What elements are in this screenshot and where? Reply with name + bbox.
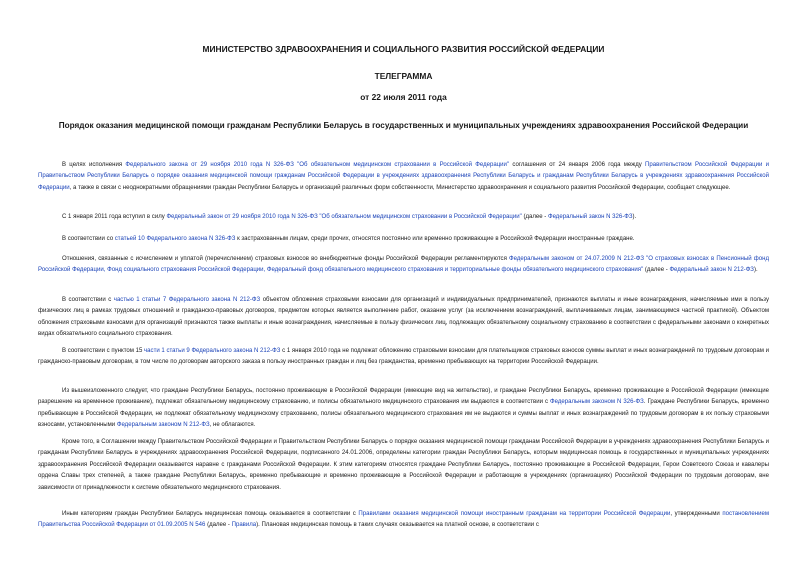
paragraph-text: , утвержденными (670, 511, 723, 517)
document-title: Порядок оказания медицинской помощи гражданам Республики Беларусь в государственных и муниципальных учреждениях здравоохранения Российской Федерации (58, 121, 749, 130)
paragraph-text: Отношения, связанные с исчислением и уплатой (перечислением) страховых взносов во внебюджетные фонды Российской Федерации регламентируются (62, 256, 510, 262)
paragraph-exemption (38, 346, 769, 369)
document-date: от 22 июля 2011 года (360, 92, 447, 102)
paragraph-text: Иным категориям граждан Республики Беларусь медицинская помощь оказывается в соответствии с (62, 511, 359, 517)
paragraph-text: к застрахованным лицам, среди прочих, относятся постоянно или временно проживающие в Российской Федерации иностранные граждане. (235, 236, 635, 242)
paragraph-contributions (38, 254, 769, 277)
law-reference-link[interactable]: Федеральным законом N 326-ФЗ (550, 399, 644, 406)
paragraph-text: объектом обложения страховыми взносами для организаций и индивидуальных предпринимателей, признаются выплаты и иные вознаграждения, начисляемые ими в пользу физических лиц в рамках трудовых отношений и гражданско-правовых договоров, предметом которых является выполнение работ, оказание услуг (за исключением вознаграждений, выплачиваемых лицам, занимающимся частной практикой). Объектом обложения страховыми взносами для организаций признаются также выплаты и иные вознаграждения, начисляемые в пользу физических лиц, подлежащих обязательному социальному страхованию в соответствии с федеральными законами о конкретных видах обязательного социального страхования. (38, 297, 769, 338)
paragraph-text: с 1 января 2010 года не подлежат обложению страховыми взносами для плательщиков страховых взносов суммы выплат и иных вознаграждений по трудовым договорам и гражданско-правовым договорам, в том числе по договорам авторского заказа в пользу иностранных граждан и лиц без гражданства, временно пребывающих на территории Российской Федерации. (38, 348, 769, 366)
paragraph-text: соглашения от 24 января 2006 года между (509, 162, 646, 168)
law-reference-link[interactable]: Федеральный закон от 29 ноября 2010 года N 326-ФЗ "Об обязательном медицинском страховании в Российской Федерации" (166, 214, 522, 220)
paragraph-purpose (38, 160, 769, 194)
paragraph-text: Из вышеизложенного следует, что граждане Республики Беларусь, постоянно проживающие в Российской Федерации (имеющие вид на жительство), и граждане Республики Беларусь, временно проживающие в Российской Федерации (имеющие разрешение на временное проживание), подлежат обязательному медицинскому страхованию, и полисы обязательного медицинского страхования им выдаются в соответствии с (38, 388, 769, 406)
paragraph-text: ). Плановая медицинская помощь в таких случаях оказывается на платной основе, в соответствии с (256, 522, 539, 529)
paragraph-text: ). (632, 214, 637, 220)
paragraph-text: , а также в связи с неоднократными обращениями граждан Республики Беларусь и организаций различных форм собственности, Министерство здравоохранения и социального развития Российской Федерации, сообщает следующее. (69, 184, 731, 191)
law-reference-link[interactable]: постановлением Правительства Российской Федерации от 01.09.2005 N 546 (38, 511, 769, 529)
paragraph-conclusion (38, 386, 769, 432)
law-reference-link[interactable]: Федеральным законом от 24.07.2009 N 212-ФЗ "О страховых взносах в Пенсионный фонд Российской Федерации, Фонд социального страхования Российской Федерации, Федеральный фонд обязательного медицинского страхования и территориальные фонды обязательного медицинского страхования" (38, 256, 769, 274)
ministry-heading: МИНИСТЕРСТВО ЗДРАВООХРАНЕНИЯ И СОЦИАЛЬНОГО РАЗВИТИЯ РОССИЙСКОЙ ФЕДЕРАЦИИ (202, 44, 605, 54)
law-reference-link[interactable]: частью 1 статьи 7 Федерального закона N 212-ФЗ (113, 297, 261, 303)
paragraph-text: В соответствии с (62, 297, 114, 303)
paragraph-text: С 1 января 2011 года вступил в силу (62, 214, 167, 220)
law-reference-link[interactable]: Правительством Российской Федерации и Правительством Республики Беларусь о порядке оказания медицинской помощи гражданам Российской Федерации в учреждениях здравоохранения Республики Беларусь и гражданам Республики Беларусь в учреждениях здравоохранения Российской Федерации (38, 162, 769, 191)
paragraph-text: , не облагаются. (209, 422, 256, 429)
paragraph-text: ). (753, 267, 758, 274)
law-reference-link[interactable]: Правила (231, 522, 257, 529)
paragraph-insured-persons (38, 234, 769, 245)
paragraph-text: . Граждане Республики Беларусь, временно пребывающие в Российской Федерации, не подлежат обязательному медицинскому страхованию, полисы обязательного медицинского страхования им не выдаются и суммы выплат и иных вознаграждений по трудовым договорам в их пользу страховыми взносами, установленными (38, 399, 770, 429)
paragraph-taxation-object (38, 295, 769, 341)
paragraph-other-categories (38, 509, 769, 532)
law-reference-link[interactable]: Федеральный закон N 326-ФЗ (547, 214, 633, 220)
law-reference-link[interactable]: Федеральным законом N 212-ФЗ (116, 422, 210, 429)
paragraph-text: Кроме того, в Соглашении между Правительством Российской Федерации и Правительством Республики Беларусь о порядке оказания медицинской помощи гражданам Российской Федерации в учреждениях здравоохранения Республики Беларусь и гражданам Республики Беларусь в учреждениях здравоохранения Российской Федерации, подписанного 24.01.2006, определены категории граждан Республики Беларусь, которым медицинская помощь в государственных и муниципальных учреждениях здравоохранения Российской Федерации оказывается наравне с гражданами Российской Федерации. К этим категориям относятся граждане Республики Беларусь, постоянно проживающие в Российской Федерации, Герои Советского Союза и кавалеры ордена Славы трех степеней, а также граждане Республики Беларусь, временно пребывающие и временно проживающие в Российской Федерации и работающие в учреждениях (организациях) Российской Федерации по трудовым договорам, вне зависимости от принадлежности к системе обязательного медицинского страхования. (38, 439, 769, 491)
paragraph-law-in-force (38, 212, 769, 223)
law-reference-link[interactable]: статьей 10 Федерального закона N 326-ФЗ (114, 236, 236, 242)
law-reference-link[interactable]: Правилами оказания медицинской помощи иностранным гражданам на территории Российской Федерации (358, 511, 671, 517)
paragraph-text: (далее - (643, 267, 670, 274)
paragraph-agreement (38, 437, 769, 494)
paragraph-text: В целях исполнения (62, 162, 126, 168)
paragraph-text: (далее - (521, 214, 548, 220)
law-reference-link[interactable]: Федеральный закон N 212-ФЗ (669, 267, 754, 274)
paragraph-text: В соответствии с пунктом 15 (62, 348, 145, 354)
paragraph-text: (далее - (205, 522, 232, 529)
document-type: ТЕЛЕГРАММА (374, 71, 433, 81)
law-reference-link[interactable]: Федерального закона от 29 ноября 2010 года N 326-ФЗ "Об обязательном медицинском страховании в Российской Федерации" (125, 162, 510, 168)
law-reference-link[interactable]: части 1 статьи 9 Федерального закона N 212-ФЗ (144, 348, 281, 354)
paragraph-text: В соответствии со (62, 236, 115, 242)
